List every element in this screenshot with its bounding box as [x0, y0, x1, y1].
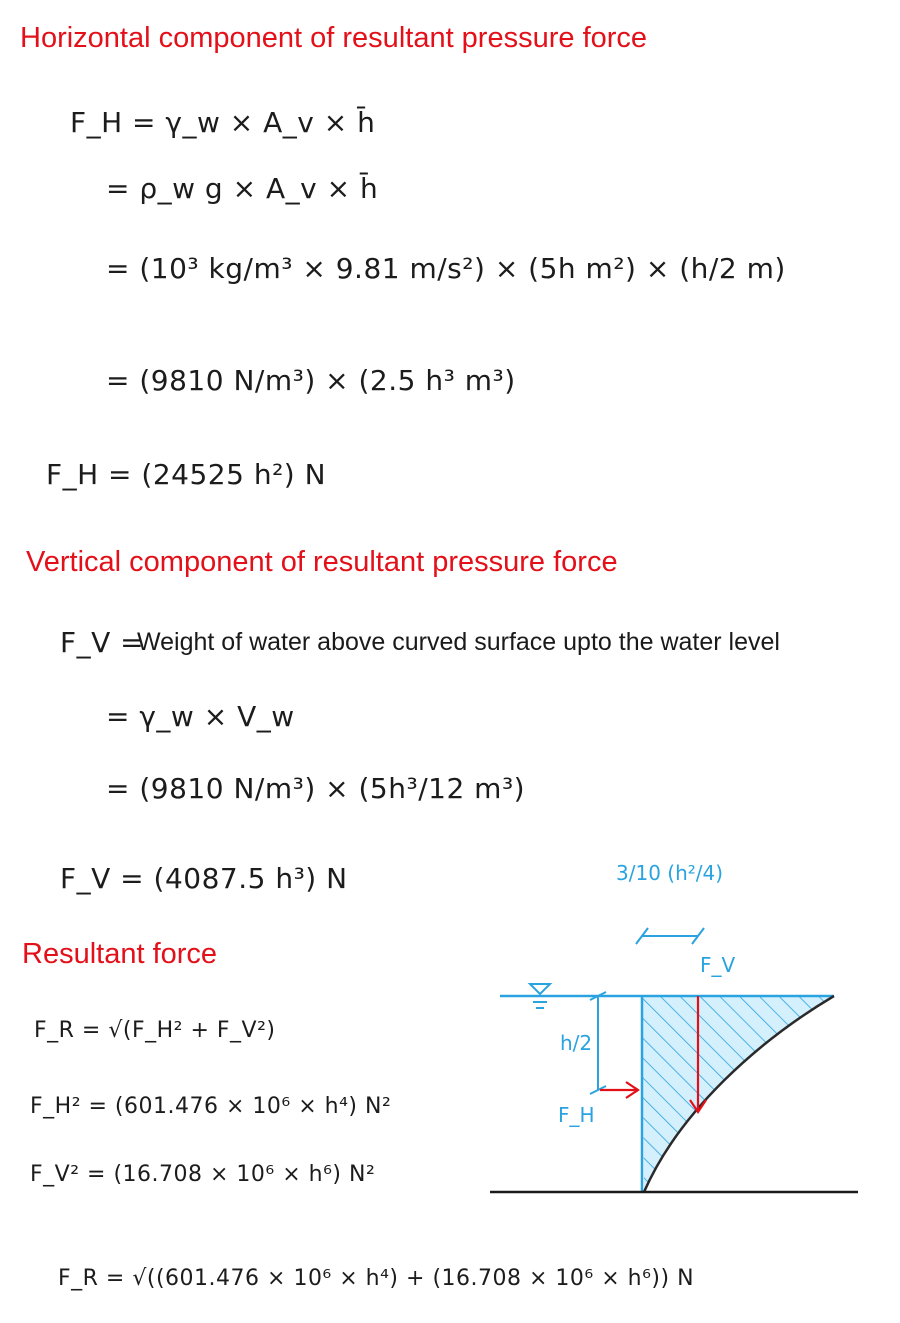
top-dimension-label: 3/10 (h²/4) — [616, 861, 724, 885]
top-dimension — [636, 928, 704, 944]
fh-label: F_H — [558, 1103, 595, 1127]
half-depth-label: h/2 — [560, 1031, 593, 1055]
fv-equation-line-3: = (9810 N/m³) × (5h³/12 m³) — [106, 772, 526, 805]
heading-vertical: Vertical component of resultant pressure force — [26, 546, 618, 578]
heading-resultant: Resultant force — [22, 938, 218, 970]
fr-equation-line-4: F_R = √((601.476 × 10⁶ × h⁴) + (16.708 × 10⁶ × h⁶)) N — [58, 1266, 695, 1291]
fv-equation-line-4: F_V = (4087.5 h³) N — [60, 862, 348, 895]
fh-equation-line-4: = (9810 N/m³) × (2.5 h³ m³) — [106, 364, 516, 397]
half-depth-dimension — [590, 992, 606, 1094]
fv-equation-line-2: = γ_w × V_w — [106, 700, 295, 733]
fh-equation-line-3: = (10³ kg/m³ × 9.81 m/s²) × (5h m²) × (h/2 m) — [106, 252, 786, 285]
heading-horizontal: Horizontal component of resultant pressure force — [20, 22, 648, 54]
fr-equation-line-1: F_R = √(F_H² + F_V²) — [34, 1018, 276, 1043]
fv-definition-text: Weight of water above curved surface upto the water level — [137, 628, 780, 656]
water-region — [642, 996, 834, 1192]
fv-equation-lhs: F_V = — [60, 626, 145, 659]
fh-equation-line-2: = ρ_w g × A_v × h̄ — [106, 172, 379, 205]
fr-equation-line-2: F_H² = (601.476 × 10⁶ × h⁴) N² — [30, 1094, 392, 1119]
fh-equation-line-5: F_H = (24525 h²) N — [46, 458, 327, 491]
fv-label: F_V — [700, 953, 736, 977]
fr-equation-line-3: F_V² = (16.708 × 10⁶ × h⁶) N² — [30, 1162, 376, 1187]
fh-arrow — [600, 1082, 638, 1098]
fh-equation-line-1: F_H = γ_w × A_v × h̄ — [70, 106, 376, 139]
